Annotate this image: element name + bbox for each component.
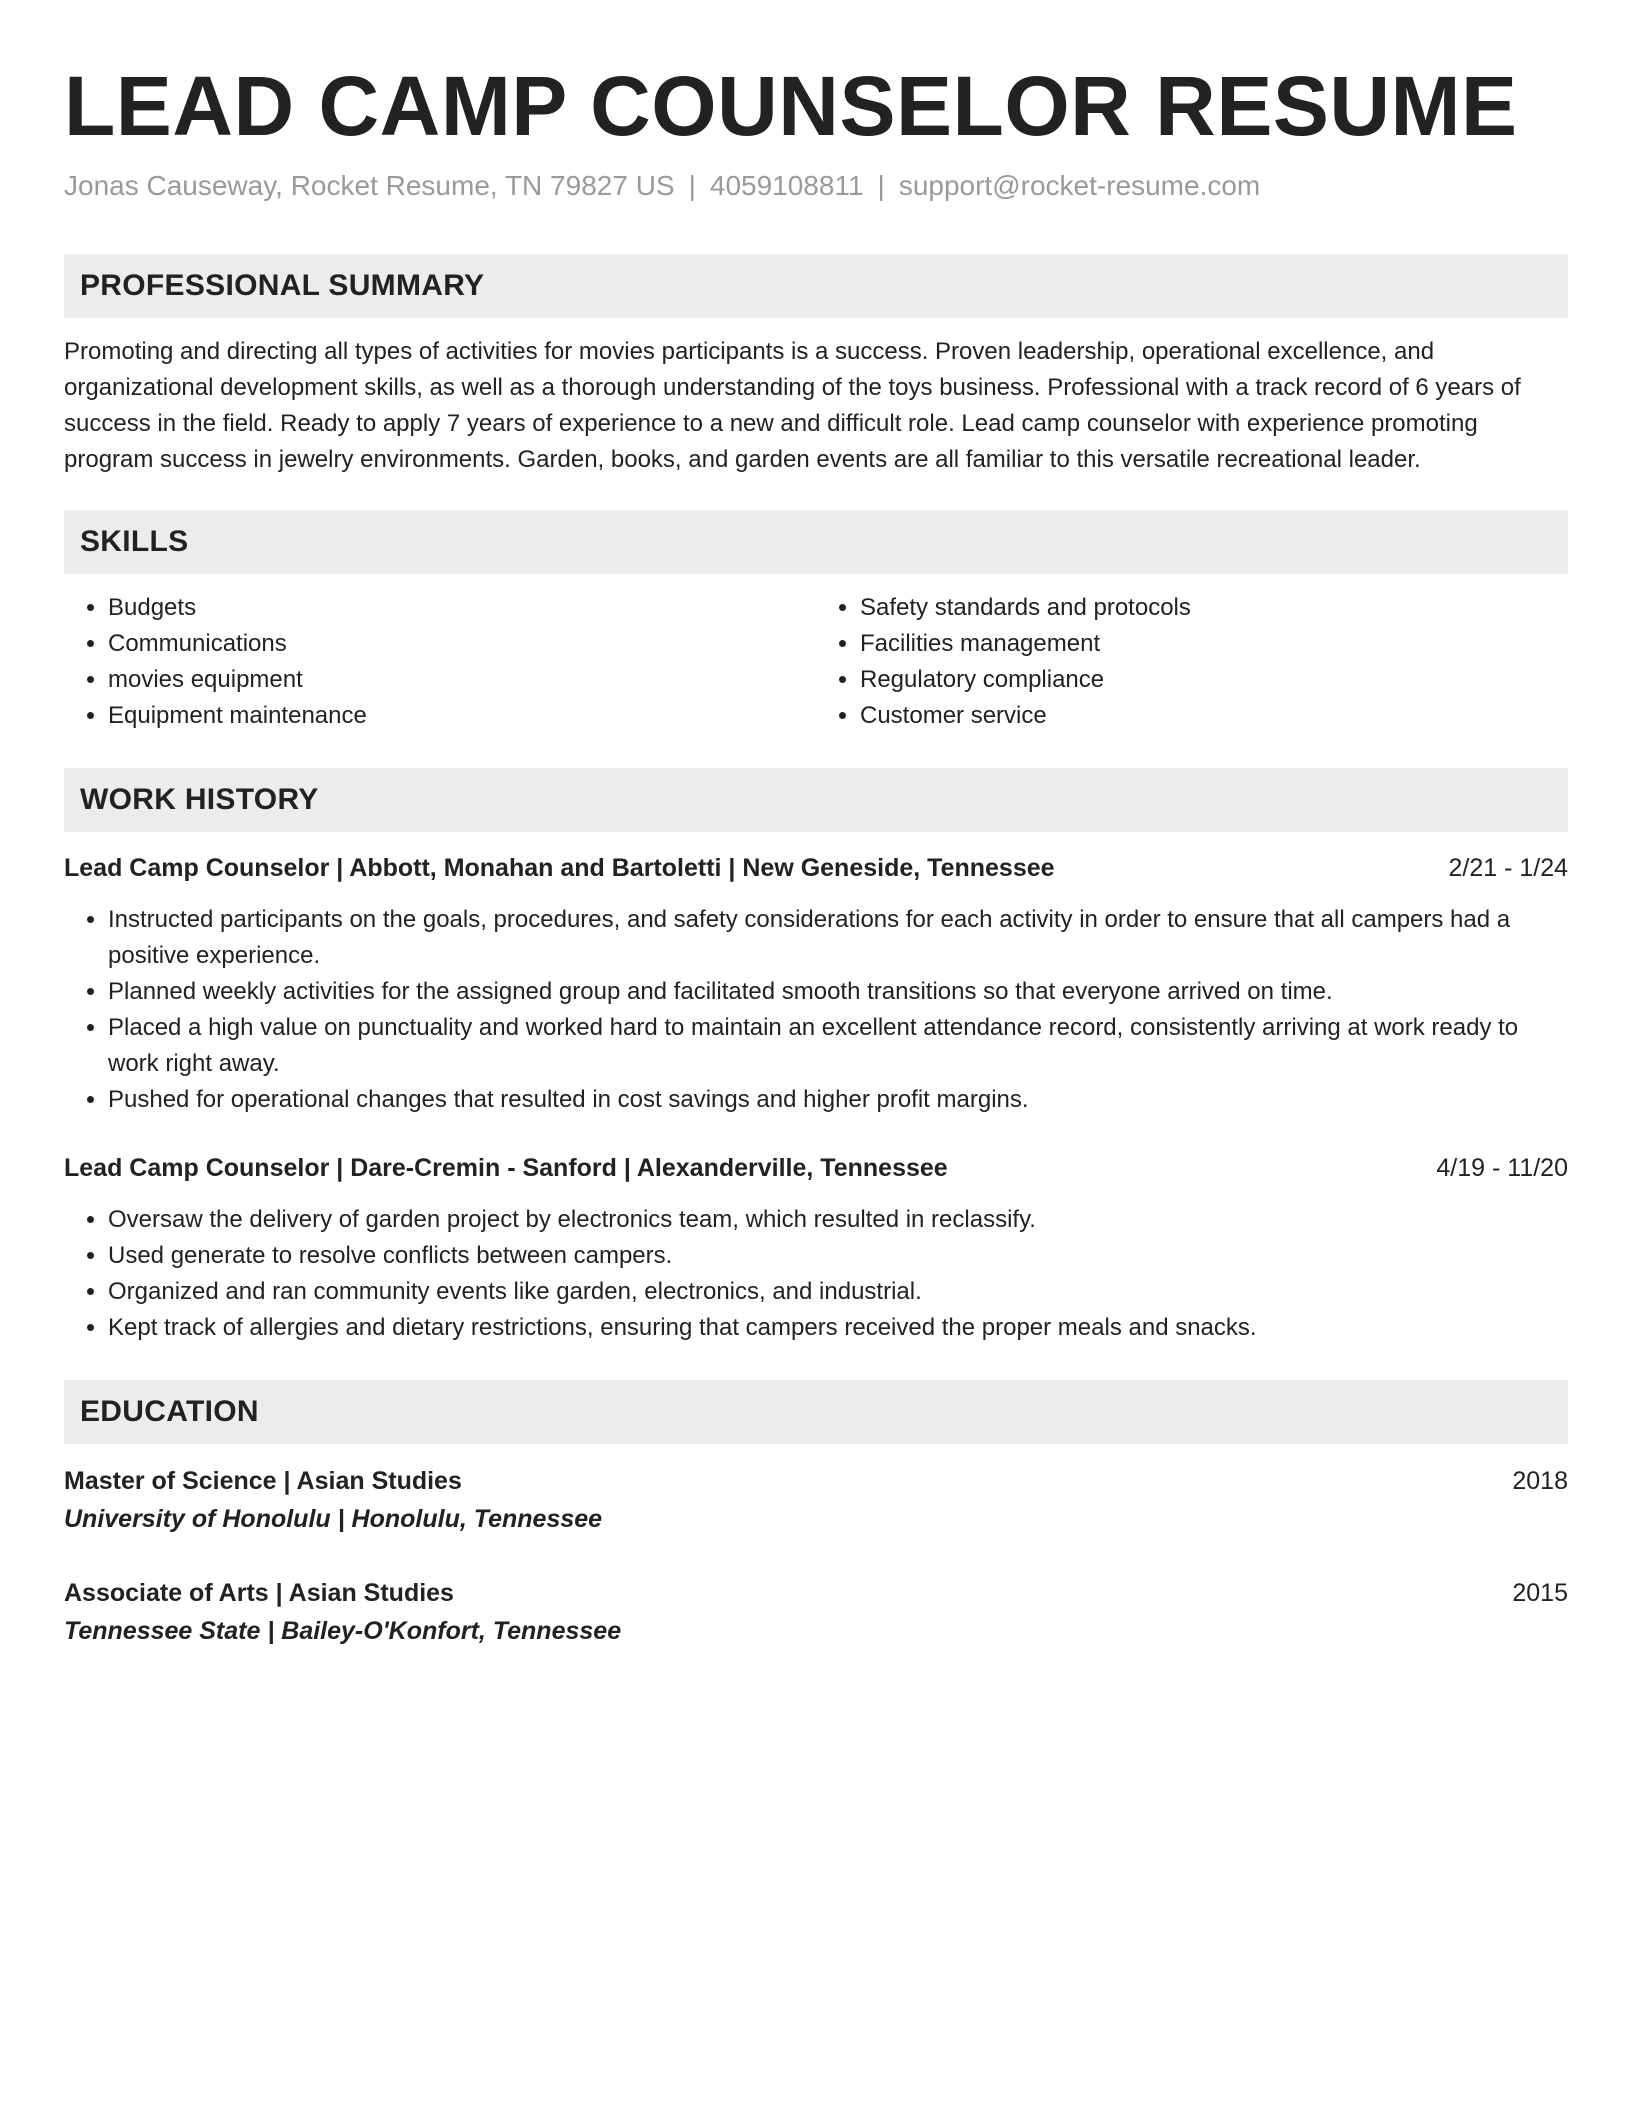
skill-item: • Equipment maintenance <box>108 698 816 734</box>
skill-item: • Safety standards and protocols <box>860 590 1568 626</box>
skill-item: • Communications <box>108 626 816 662</box>
skills-column-left <box>64 590 816 734</box>
section-header-skills: SKILLS <box>64 510 1568 574</box>
resume-title: LEAD CAMP COUNSELOR RESUME <box>64 59 1518 153</box>
job-bullet: • Pushed for operational changes that resulted in cost savings and higher profit margins. <box>108 1082 1568 1118</box>
education-header <box>64 1574 1568 1612</box>
job-dates: 2/21 - 1/24 <box>1448 854 1568 882</box>
job-bullet: • Organized and ran community events like garden, electronics, and industrial. <box>108 1274 1568 1310</box>
section-header-education: EDUCATION <box>64 1380 1568 1444</box>
education-year: 2018 <box>1512 1467 1568 1495</box>
contact-separator: | <box>877 170 885 201</box>
job-bullet: • Oversaw the delivery of garden project by electronics team, which resulted in reclassify. <box>108 1202 1568 1238</box>
job-bullet: • Placed a high value on punctuality and worked hard to maintain an excellent attendance record, consistently arriving at work ready to work right away. <box>108 1010 1568 1082</box>
contact-separator: | <box>688 170 696 201</box>
summary-text: Promoting and directing all types of activities for movies participants is a success. Proven leadership, operational excellence, and organizational development skills, as well as a thorough understanding of the toys business. Professional with a track record of 6 years of success in the field. Ready to apply 7 years of experience to a new and difficult role. Lead camp counselor with experience promoting program success in jewelry environments. Garden, books, and garden events are all familiar to this versatile recreational leader. <box>64 338 1521 473</box>
contact-line <box>64 168 1568 204</box>
job-entry <box>64 1150 1568 1346</box>
skill-item: • movies equipment <box>108 662 816 698</box>
job-bullets <box>64 1202 1568 1346</box>
job-title: Lead Camp Counselor | Dare-Cremin - Sanford | Alexanderville, Tennessee <box>64 1154 948 1182</box>
skill-item: • Regulatory compliance <box>860 662 1568 698</box>
contact-phone: 4059108811 <box>709 170 864 201</box>
job-bullet: • Instructed participants on the goals, procedures, and safety considerations for each activity in order to ensure that all campers had a positive experience. <box>108 902 1568 974</box>
contact-email: support@rocket-resume.com <box>898 170 1261 201</box>
education-degree: Master of Science | Asian Studies <box>64 1467 462 1495</box>
job-entry <box>64 850 1568 1118</box>
skill-item: • Budgets <box>108 590 816 626</box>
job-header <box>64 1150 1568 1186</box>
job-bullet: • Kept track of allergies and dietary restrictions, ensuring that campers received the proper meals and snacks. <box>108 1310 1568 1346</box>
job-bullet: • Used generate to resolve conflicts between campers. <box>108 1238 1568 1274</box>
education-school: University of Honolulu | Honolulu, Tennessee <box>64 1505 603 1533</box>
job-title: Lead Camp Counselor | Abbott, Monahan and Bartoletti | New Geneside, Tennessee <box>64 854 1055 882</box>
education-entry <box>64 1574 1568 1650</box>
education-year: 2015 <box>1512 1579 1568 1607</box>
education-entry <box>64 1462 1568 1538</box>
education-degree: Associate of Arts | Asian Studies <box>64 1579 454 1607</box>
job-dates: 4/19 - 11/20 <box>1436 1154 1568 1182</box>
skill-item: • Facilities management <box>860 626 1568 662</box>
education-school: Tennessee State | Bailey-O'Konfort, Tennessee <box>64 1617 622 1645</box>
education-header <box>64 1462 1568 1500</box>
job-bullet: • Planned weekly activities for the assigned group and facilitated smooth transitions so that everyone arrived on time. <box>108 974 1568 1010</box>
section-header-work-history: WORK HISTORY <box>64 768 1568 832</box>
skill-item: • Customer service <box>860 698 1568 734</box>
job-bullets <box>64 902 1568 1118</box>
section-header-summary: PROFESSIONAL SUMMARY <box>64 254 1568 318</box>
skills-column-right <box>816 590 1568 734</box>
job-header <box>64 850 1568 886</box>
skills-list <box>64 590 1568 734</box>
contact-address: Jonas Causeway, Rocket Resume, TN 79827 US <box>64 170 675 201</box>
